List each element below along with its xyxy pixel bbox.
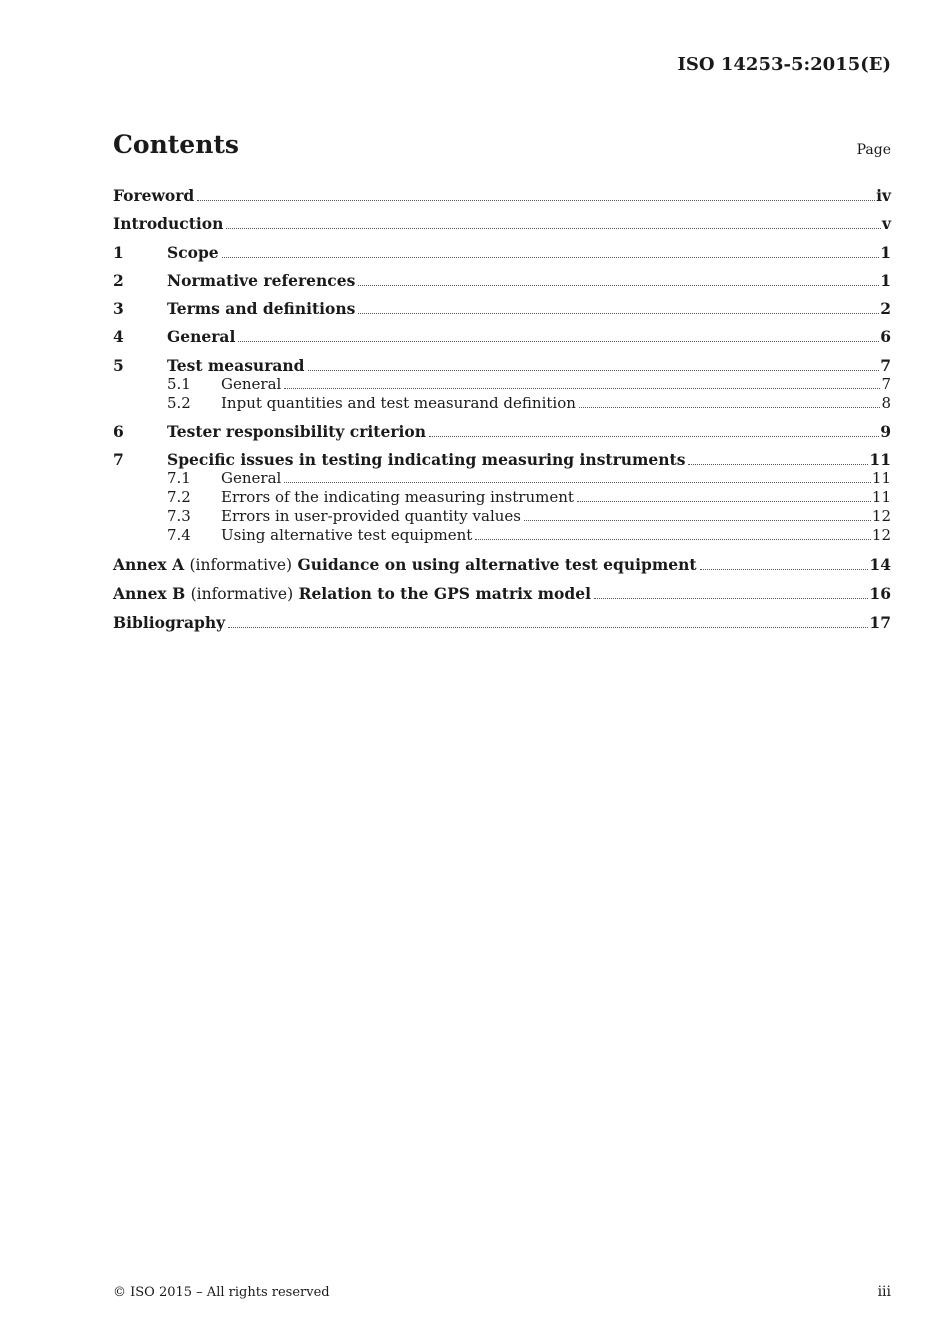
- table-of-contents: [113, 186, 891, 632]
- toc-entry-title: Normative references: [167, 270, 356, 290]
- toc-subentry-5-1[interactable]: [113, 375, 891, 394]
- toc-entry-title: Tester responsibility criterion: [167, 422, 426, 442]
- dot-leader: [197, 200, 875, 201]
- toc-entry-page: 6: [880, 327, 891, 347]
- toc-entry-page: 1: [880, 242, 891, 262]
- document-id: ISO 14253-5:2015(E): [677, 54, 891, 75]
- page-column-label: Page: [856, 142, 891, 158]
- toc-entry-introduction[interactable]: [113, 214, 891, 233]
- toc-entry-page: 1: [880, 270, 891, 290]
- toc-entry-test-measurand[interactable]: [113, 356, 891, 375]
- dot-leader: [594, 598, 868, 599]
- toc-subentry-page: 7: [881, 374, 891, 393]
- toc-entry-number: 4: [113, 327, 124, 347]
- toc-entry-annex-b[interactable]: [113, 584, 891, 604]
- toc-entry-title: Test measurand: [167, 355, 305, 375]
- toc-entry-terms-and-definitions[interactable]: [113, 299, 891, 318]
- dot-leader: [228, 627, 868, 628]
- toc-subentry-page: 11: [871, 469, 891, 488]
- toc-subentry-title: Errors in user-provided quantity values: [221, 507, 521, 526]
- toc-entry-title: Bibliography: [113, 613, 226, 633]
- toc-entry-foreword[interactable]: [113, 186, 891, 205]
- annex-label: Annex B: [113, 583, 186, 603]
- dot-leader: [284, 388, 880, 389]
- toc-entry-number: 5: [113, 355, 124, 375]
- dot-leader: [358, 285, 879, 286]
- annex-title: Guidance on using alternative test equipment: [297, 554, 697, 574]
- dot-leader: [577, 501, 871, 502]
- toc-subentry-7-2[interactable]: [113, 488, 891, 507]
- toc-subentry-title: Input quantities and test measurand definition: [221, 393, 576, 412]
- toc-entry-page: 9: [880, 422, 891, 442]
- contents-title: Contents: [113, 130, 240, 159]
- toc-entry-title: Foreword: [113, 186, 195, 205]
- toc-subentry-title: General: [221, 469, 282, 488]
- toc-entry-normative-references[interactable]: [113, 271, 891, 290]
- toc-subentry-5-2[interactable]: [113, 394, 891, 413]
- toc-entry-bibliography[interactable]: [113, 613, 891, 632]
- toc-entry-page: iv: [876, 186, 891, 205]
- toc-subentry-7-1[interactable]: [113, 469, 891, 488]
- toc-subentry-page: 12: [871, 526, 891, 545]
- dot-leader: [524, 520, 871, 521]
- dot-leader: [579, 407, 881, 408]
- dot-leader: [308, 370, 880, 371]
- toc-subentry-number: 7.1: [167, 469, 191, 488]
- annex-title: Relation to the GPS matrix model: [298, 583, 591, 603]
- toc-entry-number: 7: [113, 450, 124, 470]
- toc-entry-title: Specific issues in testing indicating measuring instruments: [167, 450, 686, 470]
- toc-subentry-number: 5.2: [167, 393, 191, 412]
- dot-leader: [226, 228, 881, 229]
- toc-entry-title: General: [167, 327, 236, 347]
- toc-entry-page: 16: [869, 583, 891, 603]
- dot-leader: [429, 436, 879, 437]
- toc-subentry-number: 7.2: [167, 488, 191, 507]
- toc-entry-number: 6: [113, 422, 124, 442]
- toc-subentry-title: General: [221, 374, 282, 393]
- footer-copyright: © ISO 2015 – All rights reserved: [113, 1285, 330, 1300]
- dot-leader: [238, 341, 879, 342]
- annex-qualifier: (informative): [190, 584, 294, 603]
- annex-label: Annex A: [113, 554, 185, 574]
- dot-leader: [475, 539, 871, 540]
- toc-subentry-page: 11: [871, 488, 891, 507]
- toc-subentry-page: 8: [881, 393, 891, 412]
- toc-subentry-title: Using alternative test equipment: [221, 526, 473, 545]
- toc-entry-number: 1: [113, 242, 124, 262]
- footer-page-number: iii: [877, 1284, 891, 1300]
- toc-entry-annex-a[interactable]: [113, 555, 891, 575]
- toc-entry-page: 11: [869, 450, 891, 470]
- toc-entry-title: Introduction: [113, 214, 224, 234]
- dot-leader: [284, 482, 871, 483]
- toc-entry-title: Scope: [167, 242, 219, 262]
- toc-entry-page: v: [881, 214, 891, 234]
- toc-entry-title: Terms and definitions: [167, 299, 356, 319]
- toc-entry-scope[interactable]: [113, 243, 891, 262]
- toc-subentry-number: 7.3: [167, 507, 191, 526]
- toc-subentry-page: 12: [871, 507, 891, 526]
- toc-subentry-7-3[interactable]: [113, 507, 891, 526]
- annex-qualifier: (informative): [189, 555, 293, 574]
- toc-entry-specific-issues[interactable]: [113, 450, 891, 469]
- toc-entry-page: 7: [880, 355, 891, 375]
- dot-leader: [700, 569, 869, 570]
- toc-entry-number: 2: [113, 270, 124, 290]
- dot-leader: [688, 464, 868, 465]
- toc-subentry-7-4[interactable]: [113, 526, 891, 545]
- toc-subentry-number: 5.1: [167, 374, 191, 393]
- toc-entry-number: 3: [113, 299, 124, 319]
- toc-entry-page: 17: [869, 613, 891, 633]
- dot-leader: [358, 313, 879, 314]
- toc-entry-page: 14: [869, 554, 891, 574]
- toc-entry-page: 2: [880, 299, 891, 319]
- toc-entry-tester-responsibility-criterion[interactable]: [113, 422, 891, 441]
- toc-subentry-number: 7.4: [167, 526, 191, 545]
- toc-subentry-title: Errors of the indicating measuring instrument: [221, 488, 574, 507]
- dot-leader: [222, 257, 880, 258]
- toc-entry-general[interactable]: [113, 327, 891, 346]
